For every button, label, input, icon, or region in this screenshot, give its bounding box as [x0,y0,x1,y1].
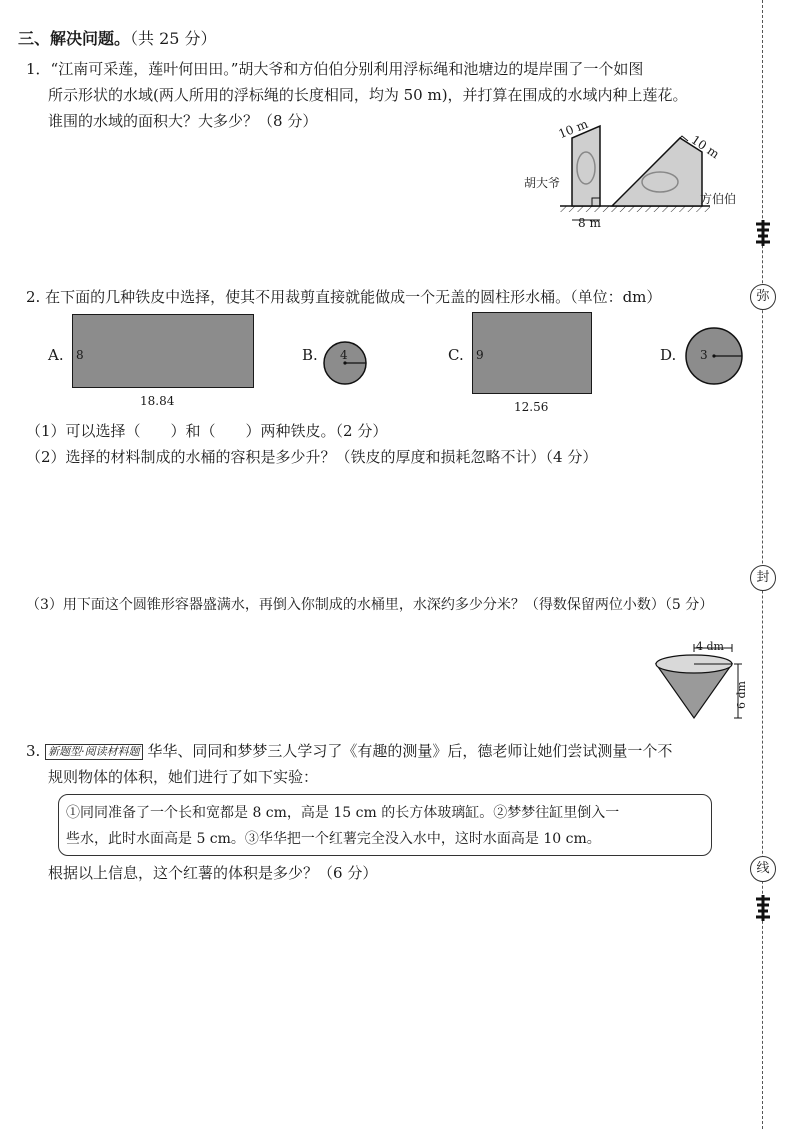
binding-char-xian: 线 [750,856,776,882]
q3-box-line2: 些水，此时水面高是 5 cm。③华华把一个红薯完全没入水中，这时水面高是 10 cm。 [66,831,601,847]
option-a-bottom: 18.84 [140,394,175,408]
binding-char-mi: 弥 [750,284,776,310]
option-c-side: 9 [476,348,484,362]
option-c-bottom: 12.56 [514,400,549,414]
binding-char-feng: 封 [750,565,776,591]
option-d-circle [684,326,744,386]
q1-line3: 谁围的水域的面积大？大多少？（8 分） [48,112,318,130]
q1-name-fang: 方伯伯 [700,192,737,206]
q3-line2: 规则物体的体积，她们进行了如下实验： [48,768,319,786]
q3-box-line1: ①同同准备了一个长和宽都是 8 cm，高是 15 cm 的长方体玻璃缸。②梦梦往缸里倒入一 [66,805,620,821]
option-d-letter: D. [660,346,677,364]
q1-line1: 1．“江南可采莲，莲叶何田田。”胡大爷和方伯伯分别利用浮标绳和池塘边的堤岸围了一个如图 [26,60,644,78]
option-a-side: 8 [76,348,84,362]
q1-name-hu: 胡大爷 [524,176,561,190]
cone-radius-label: 4 dm [696,640,724,653]
option-c-rect [472,312,592,394]
q1-label-bottom: 8 m [578,216,601,230]
seal-ornament-icon [752,893,774,923]
q2-sub3: （3）用下面这个圆锥形容器盛满水，再倒入你制成的水桶里，水深约多少分米？（得数保留两位小数）（5 分） [26,597,714,613]
cone-height-label: 6 dm [734,681,748,709]
q3-question: 根据以上信息，这个红薯的体积是多少？（6 分） [48,864,378,882]
q1-line2: 所示形状的水域(两人所用的浮标绳的长度相同，均为 50 m)，并打算在围成的水域内种上莲花。 [48,86,688,104]
q3-tag: 新题型·阅读材料题 [45,744,143,760]
q2-sub1: （1）可以选择（ ）和（ ）两种铁皮。（2 分） [26,422,388,440]
seal-ornament-icon [752,218,774,248]
option-d-radius: 3 [700,348,708,362]
q3-line1: 3. 新题型·阅读材料题 华华、同同和梦梦三人学习了《有趣的测量》后，德老师让她们尝试测量一个不 [26,742,673,760]
option-a-rect [72,314,254,388]
option-b-radius: 4 [340,348,348,362]
q2-stem: 2. 在下面的几种铁皮中选择，使其不用裁剪直接就能做成一个无盖的圆柱形水桶。（单位：dm） [26,288,662,306]
option-b-letter: B. [302,346,318,364]
q1-label-left-top: 10 m [556,116,590,142]
q2-sub2: （2）选择的材料制成的水桶的容积是多少升？（铁皮的厚度和损耗忽略不计）（4 分） [26,448,598,466]
section-title: 三、解决问题。（共 25 分） [18,29,217,48]
q1-label-right-top: 10 m [688,132,722,162]
option-a-letter: A. [48,346,64,364]
option-c-letter: C. [448,346,464,364]
